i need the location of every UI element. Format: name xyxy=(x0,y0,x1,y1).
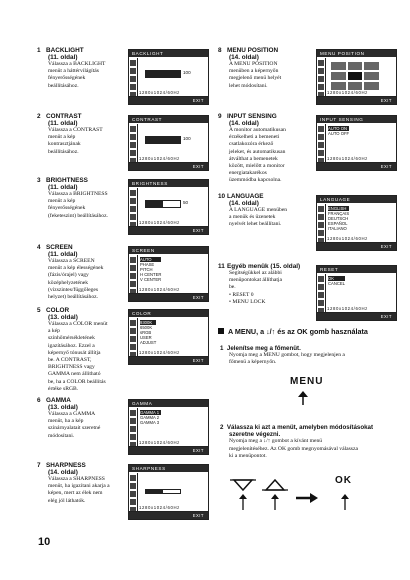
osd-position-grid xyxy=(331,62,379,90)
ok-button-label: OK xyxy=(335,475,352,486)
osd-icon-column xyxy=(129,188,138,226)
osd-option: ENGLISH xyxy=(328,206,349,211)
osd-slider xyxy=(145,489,181,494)
step-2: 2 Válassza ki azt a menüt, amelyben módosításokat szeretne végezni. Nyomja meg a ↓/↑ gombot a kívánt menü megjelenítéséhez. Az OK gomb megnyomásával válassza ki a menüpontot. xyxy=(220,424,374,459)
osd-icon-column xyxy=(317,204,326,242)
menu-item-9: 9 INPUT SENSING (14. oldal) A monitor automatikusan érzékelheti a bemeneti csatlakozóra érkező jeleket, és automatikusan átválthat a bemenetek között, mielőtt a monitor energiatakarékos üzemmódba kapcsolna. xyxy=(218,113,286,184)
osd-option-list xyxy=(140,320,156,345)
osd-screen-10: LANGUAGE ENGLISH FRANÇAIS DEUTSCH ESPAÑOL ITALIANO 1280x1024/60Hz EXIT xyxy=(316,195,397,251)
step-1: 1 Jelenítse meg a főmenüt. Nyomja meg a MENU gombot, hogy megjelenjen a főmenü a képernyőn. xyxy=(220,345,345,366)
osd-icon-column xyxy=(129,473,138,511)
osd-option: ESPAÑOL xyxy=(328,221,348,226)
osd-option: USER xyxy=(140,335,152,340)
menu-item-11: 11 Egyéb menük (15. oldal) Segítségükkel az alábbi menüpontokat állíthatja be. • RESET 0 • MENU LOCK xyxy=(218,263,301,305)
osd-screen-2: CONTRAST 100 1280x1024/60Hz EXIT xyxy=(128,115,209,171)
square-bullet-icon xyxy=(218,328,224,334)
osd-option: GAMMA 3 xyxy=(140,420,160,425)
osd-option-list xyxy=(328,126,349,136)
osd-screen-11: RESET OK CANCEL 1280x1024/60Hz EXIT xyxy=(316,265,397,321)
osd-option-list xyxy=(328,276,345,286)
osd-level-bar xyxy=(145,136,181,144)
osd-screen-7: SHARPNESS 1280x1024/60Hz EXIT xyxy=(128,464,209,520)
osd-option-list xyxy=(140,410,161,425)
osd-screen-6: GAMMA GAMMA 1 GAMMA 2 GAMMA 3 1280x1024/60Hz EXIT xyxy=(128,399,209,455)
osd-option: H CENTER xyxy=(140,272,162,277)
osd-option: 9300K xyxy=(140,320,156,325)
osd-option: AUTO ON xyxy=(328,126,349,131)
menu-item-10: 10 LANGUAGE (14. oldal) A LANGUAGE menüben a menük és üzenetek nyelvét lehet beállítani. xyxy=(218,193,288,228)
osd-option: sRGB xyxy=(140,330,152,335)
osd-option: V CENTER xyxy=(140,277,162,282)
osd-screen-8: MENU POSITION 1280x1024/60Hz EXIT xyxy=(316,49,397,105)
osd-option-list xyxy=(140,257,161,282)
osd-level-bar xyxy=(145,200,181,208)
menu-item-8: 8 MENU POSITION (14. oldal) A MENU POSITION menüben a képernyőn megjelenő menü helyét lehet módosítani. xyxy=(218,47,282,89)
osd-option: OK xyxy=(328,276,345,281)
down-button-icon xyxy=(230,480,256,490)
menu-item-7: 7 SHARPNESS (14. oldal) Válassza a SHARPNESS menüt, ha igazítani akarja a képen, mert az élek nem elég jól láthatók. xyxy=(37,462,110,504)
osd-icon-column xyxy=(317,274,326,312)
osd-icon-column xyxy=(129,255,138,293)
osd-option: PHASE xyxy=(140,262,155,267)
osd-icon-column xyxy=(129,318,138,356)
menu-item-5: 5 COLOR (13. oldal) Válassza a COLOR menüt a kép színhőmérsékletének igazításához. Ezzel a képernyő tónusát állítja be. A CONTRAST, BRIGHTNESS vagy GAMMA nem állítható be, ha a COLOR beállítás értéke sRGB. xyxy=(37,307,108,392)
osd-option: PITCH xyxy=(140,267,153,272)
osd-option: GAMMA 1 xyxy=(140,410,160,415)
osd-option: 6500K xyxy=(140,325,153,330)
osd-icon-column xyxy=(129,58,138,96)
osd-icon-column xyxy=(317,58,326,96)
up-arrow-icon xyxy=(296,390,310,406)
menu-item-3: 3 BRIGHTNESS (11. oldal) Válassza a BRIGHTNESS menüt a kép fényerősségének (feketeszint) beállításához. xyxy=(37,177,108,219)
osd-option: FRANÇAIS xyxy=(328,211,350,216)
osd-icon-column xyxy=(317,124,326,162)
osd-screen-9: INPUT SENSING AUTO ON AUTO OFF 1280x1024/60Hz EXIT xyxy=(316,115,397,171)
menu-item-2: 2 CONTRAST (11. oldal) Válassza a CONTRAST menüt a kép kontrasztjának beállításához. xyxy=(37,113,103,155)
osd-screen-3: BRIGHTNESS 50 1280x1024/60Hz EXIT xyxy=(128,179,209,235)
osd-screen-5: COLOR 9300K 6500K sRGB USER ADJUST 1280x1024/60Hz EXIT xyxy=(128,309,209,365)
osd-icon-column xyxy=(129,408,138,446)
osd-option: ADJUST xyxy=(140,340,157,345)
section-heading: A MENU, a ↓/↑ és az OK gomb használata xyxy=(218,327,368,336)
osd-option-list xyxy=(328,206,349,231)
menu-item-6: 6 GAMMA (13. oldal) Válassza a GAMMA menüt, ha a kép színárnyalatait szeretné módosítani. xyxy=(37,397,101,439)
osd-level-bar xyxy=(145,70,181,78)
up-button-icon xyxy=(262,480,288,490)
osd-screen-1: BACKLIGHT 100 1280x1024/60Hz EXIT xyxy=(128,49,209,105)
osd-icon-column xyxy=(129,124,138,162)
menu-item-1: 1 BACKLIGHT (11. oldal) Válassza a BACKLIGHT menüt a háttérvilágítás fényerősségének beállításához. xyxy=(37,47,106,89)
osd-option: AUTO OFF xyxy=(328,131,350,136)
osd-screen-4: SCREEN AUTO PHASE PITCH H CENTER V CENTER 1280x1024/60Hz EXIT xyxy=(128,246,209,302)
osd-option: GAMMA 2 xyxy=(140,415,160,420)
page-number: 10 xyxy=(38,536,51,548)
osd-option: AUTO xyxy=(140,257,161,262)
osd-option: DEUTSCH xyxy=(328,216,349,221)
osd-option: ITALIANO xyxy=(328,226,347,231)
menu-button-label: MENU xyxy=(290,376,324,387)
menu-item-4: 4 SCREEN (11. oldal) Válassza a SCREEN menüt a kép élességének (fázis/órajel) vagy középhelyzetének (vízszintes/függőleges helyzet) beállításához. xyxy=(37,244,104,301)
osd-option: CANCEL xyxy=(328,281,345,286)
